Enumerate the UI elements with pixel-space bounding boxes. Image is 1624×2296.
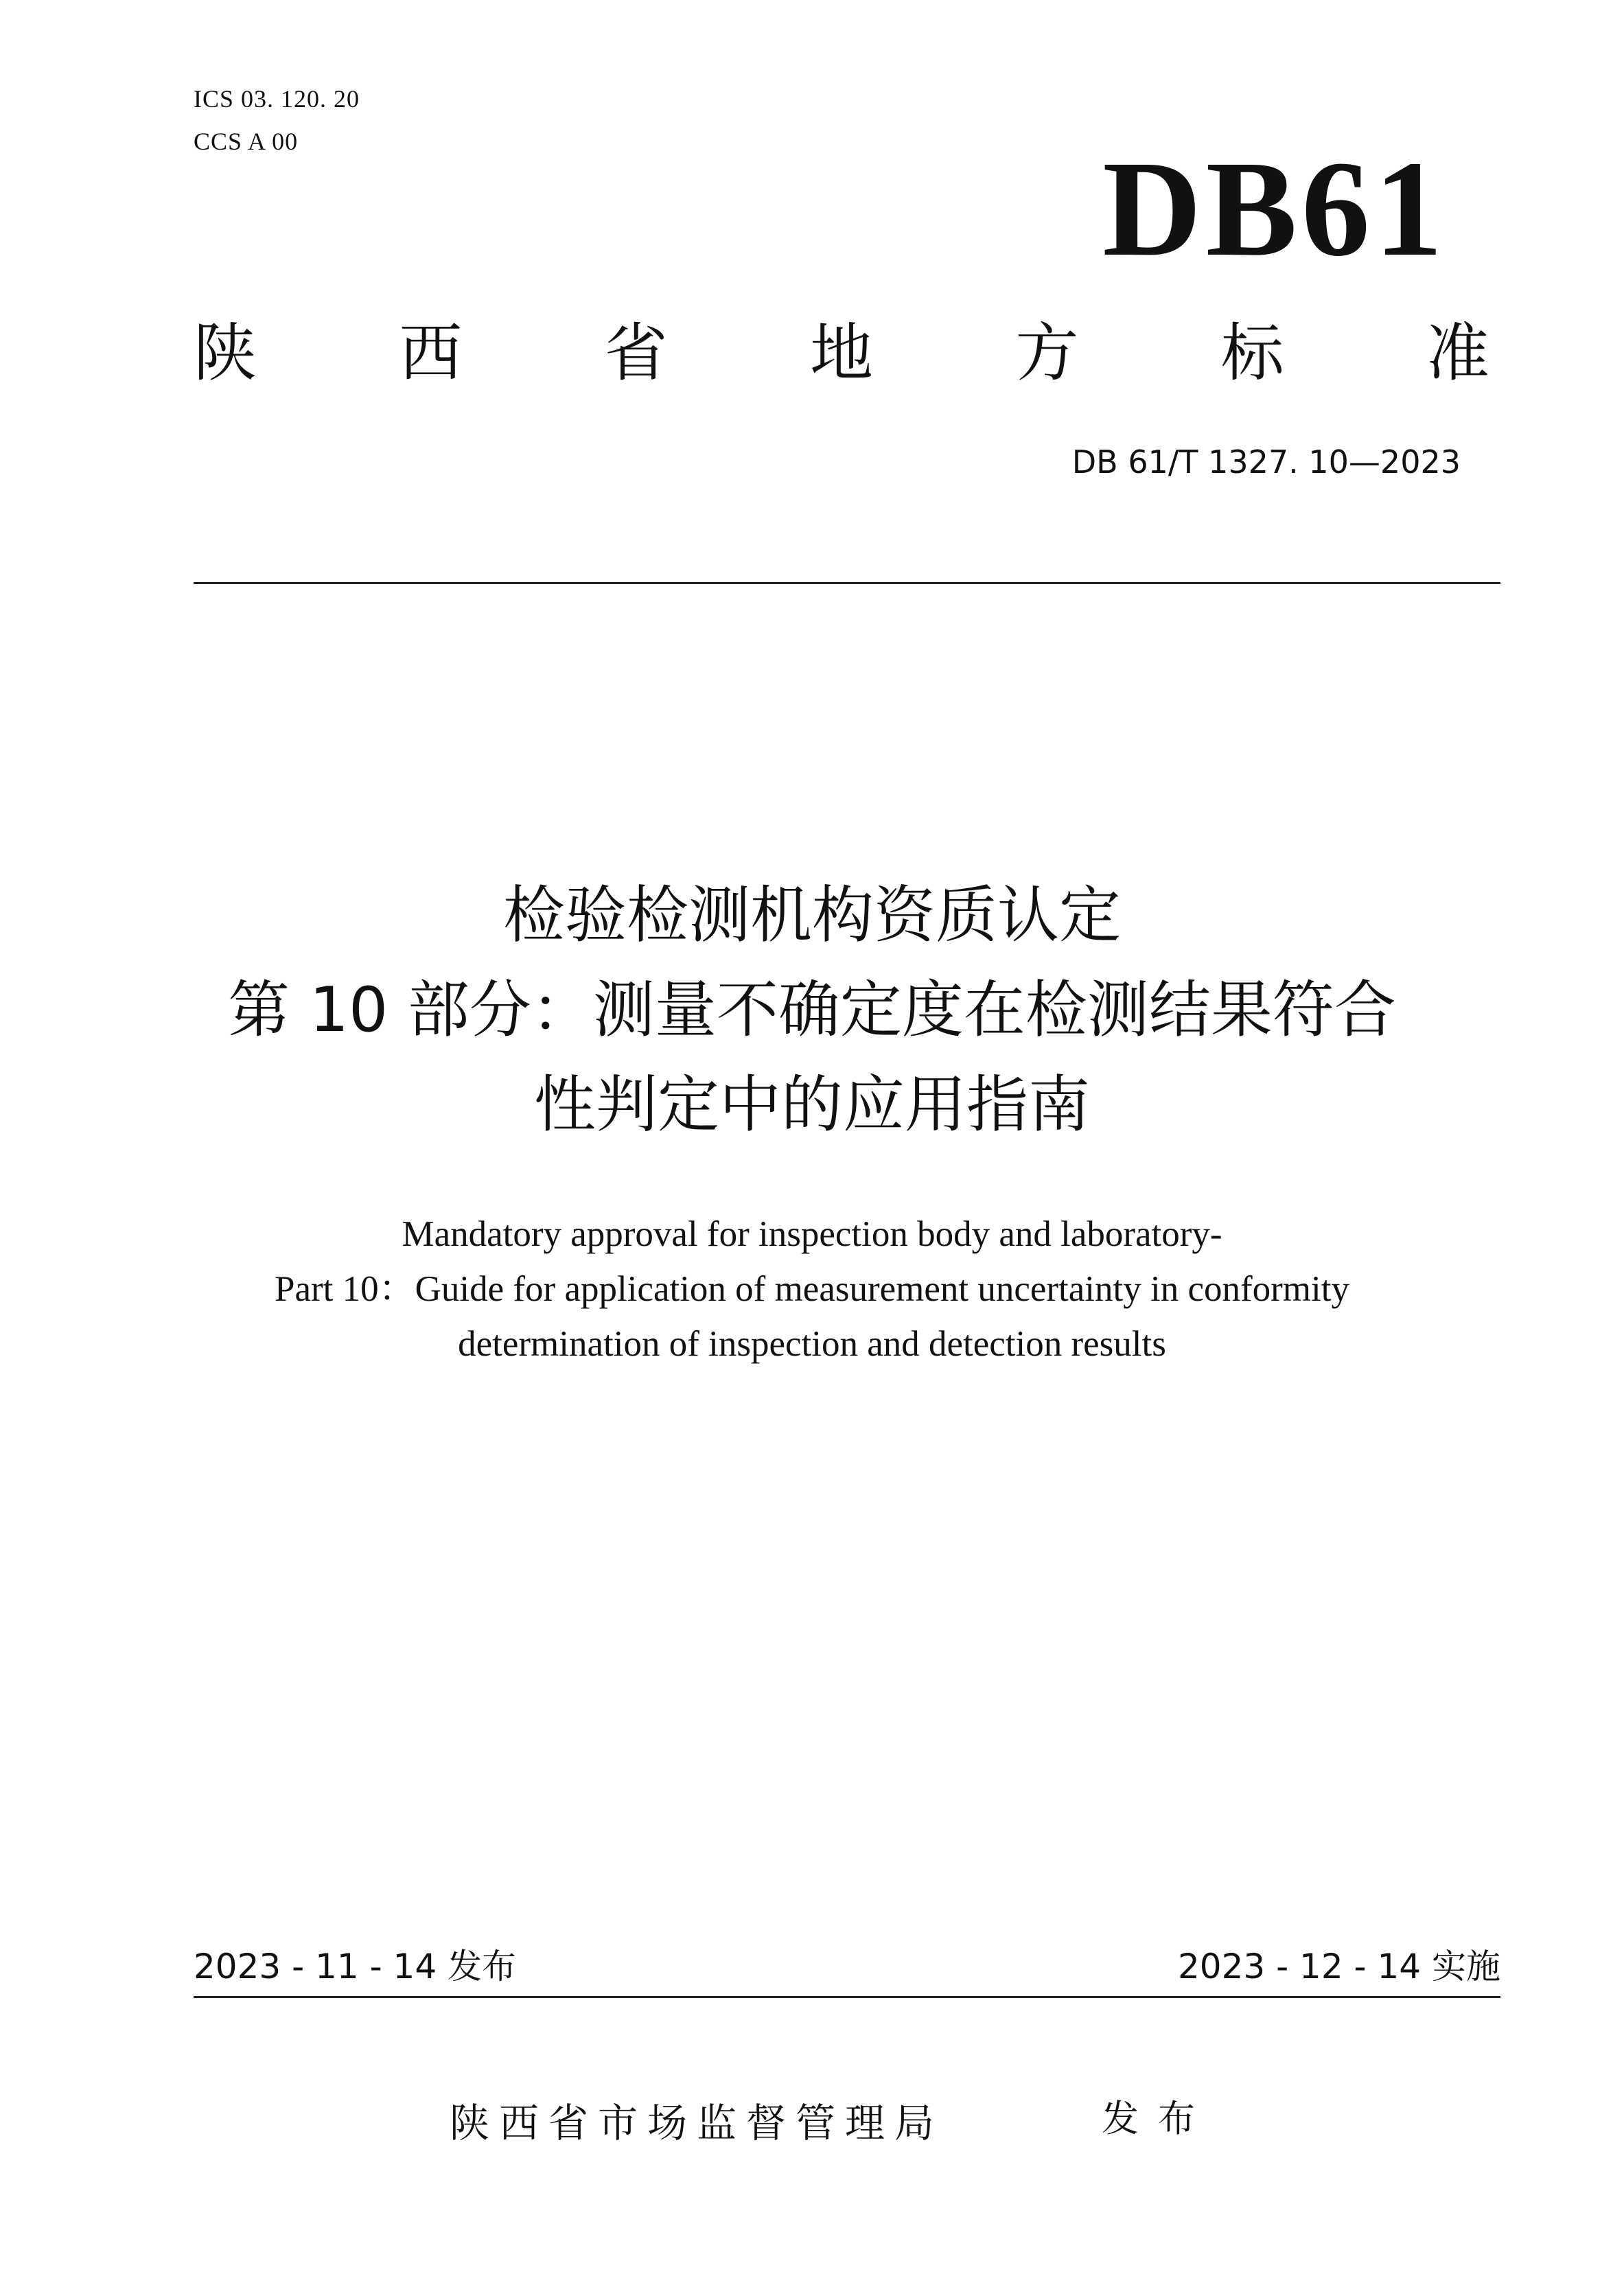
top-divider <box>194 582 1500 584</box>
standard-type-char: 陕 <box>194 316 257 390</box>
standard-type <box>194 316 1489 391</box>
standard-type-char: 省 <box>604 316 668 390</box>
standard-type-char: 方 <box>1015 316 1079 390</box>
ccs-code: CCS A 00 <box>194 128 299 155</box>
bottom-divider <box>194 1996 1500 1998</box>
chinese-title-line: 检验检测机构资质认定 <box>503 879 1121 951</box>
standard-code: DB 61/T 1327. 10—2023 <box>1071 443 1461 480</box>
standard-type-char: 西 <box>399 316 463 390</box>
standard-type-char: 准 <box>1426 316 1489 390</box>
english-title-line: Mandatory approval for inspection body and laboratory- <box>402 1214 1222 1254</box>
publish-label: 发布 <box>1102 2097 1214 2140</box>
standard-type-char: 标 <box>1220 316 1284 390</box>
english-title <box>110 1207 1514 1371</box>
db61-logo: DB61 <box>1102 133 1447 285</box>
standard-type-char: 地 <box>809 316 873 390</box>
english-title-line: determination of inspection and detection results <box>458 1324 1166 1364</box>
ics-code: ICS 03. 120. 20 <box>194 85 360 113</box>
chinese-title-line: 第 10 部分：测量不确定度在检测结果符合 <box>228 974 1396 1046</box>
issue-date: 2023 - 11 - 14 发布 <box>194 1947 517 1986</box>
chinese-title-line: 性判定中的应用指南 <box>534 1069 1090 1141</box>
chinese-title <box>110 868 1514 1152</box>
implementation-date: 2023 - 12 - 14 实施 <box>1177 1947 1500 1986</box>
english-title-line: Part 10：Guide for application of measurement uncertainty in conformity <box>275 1269 1349 1309</box>
publisher-name: 陕西省市场监督管理局 <box>450 2100 944 2146</box>
